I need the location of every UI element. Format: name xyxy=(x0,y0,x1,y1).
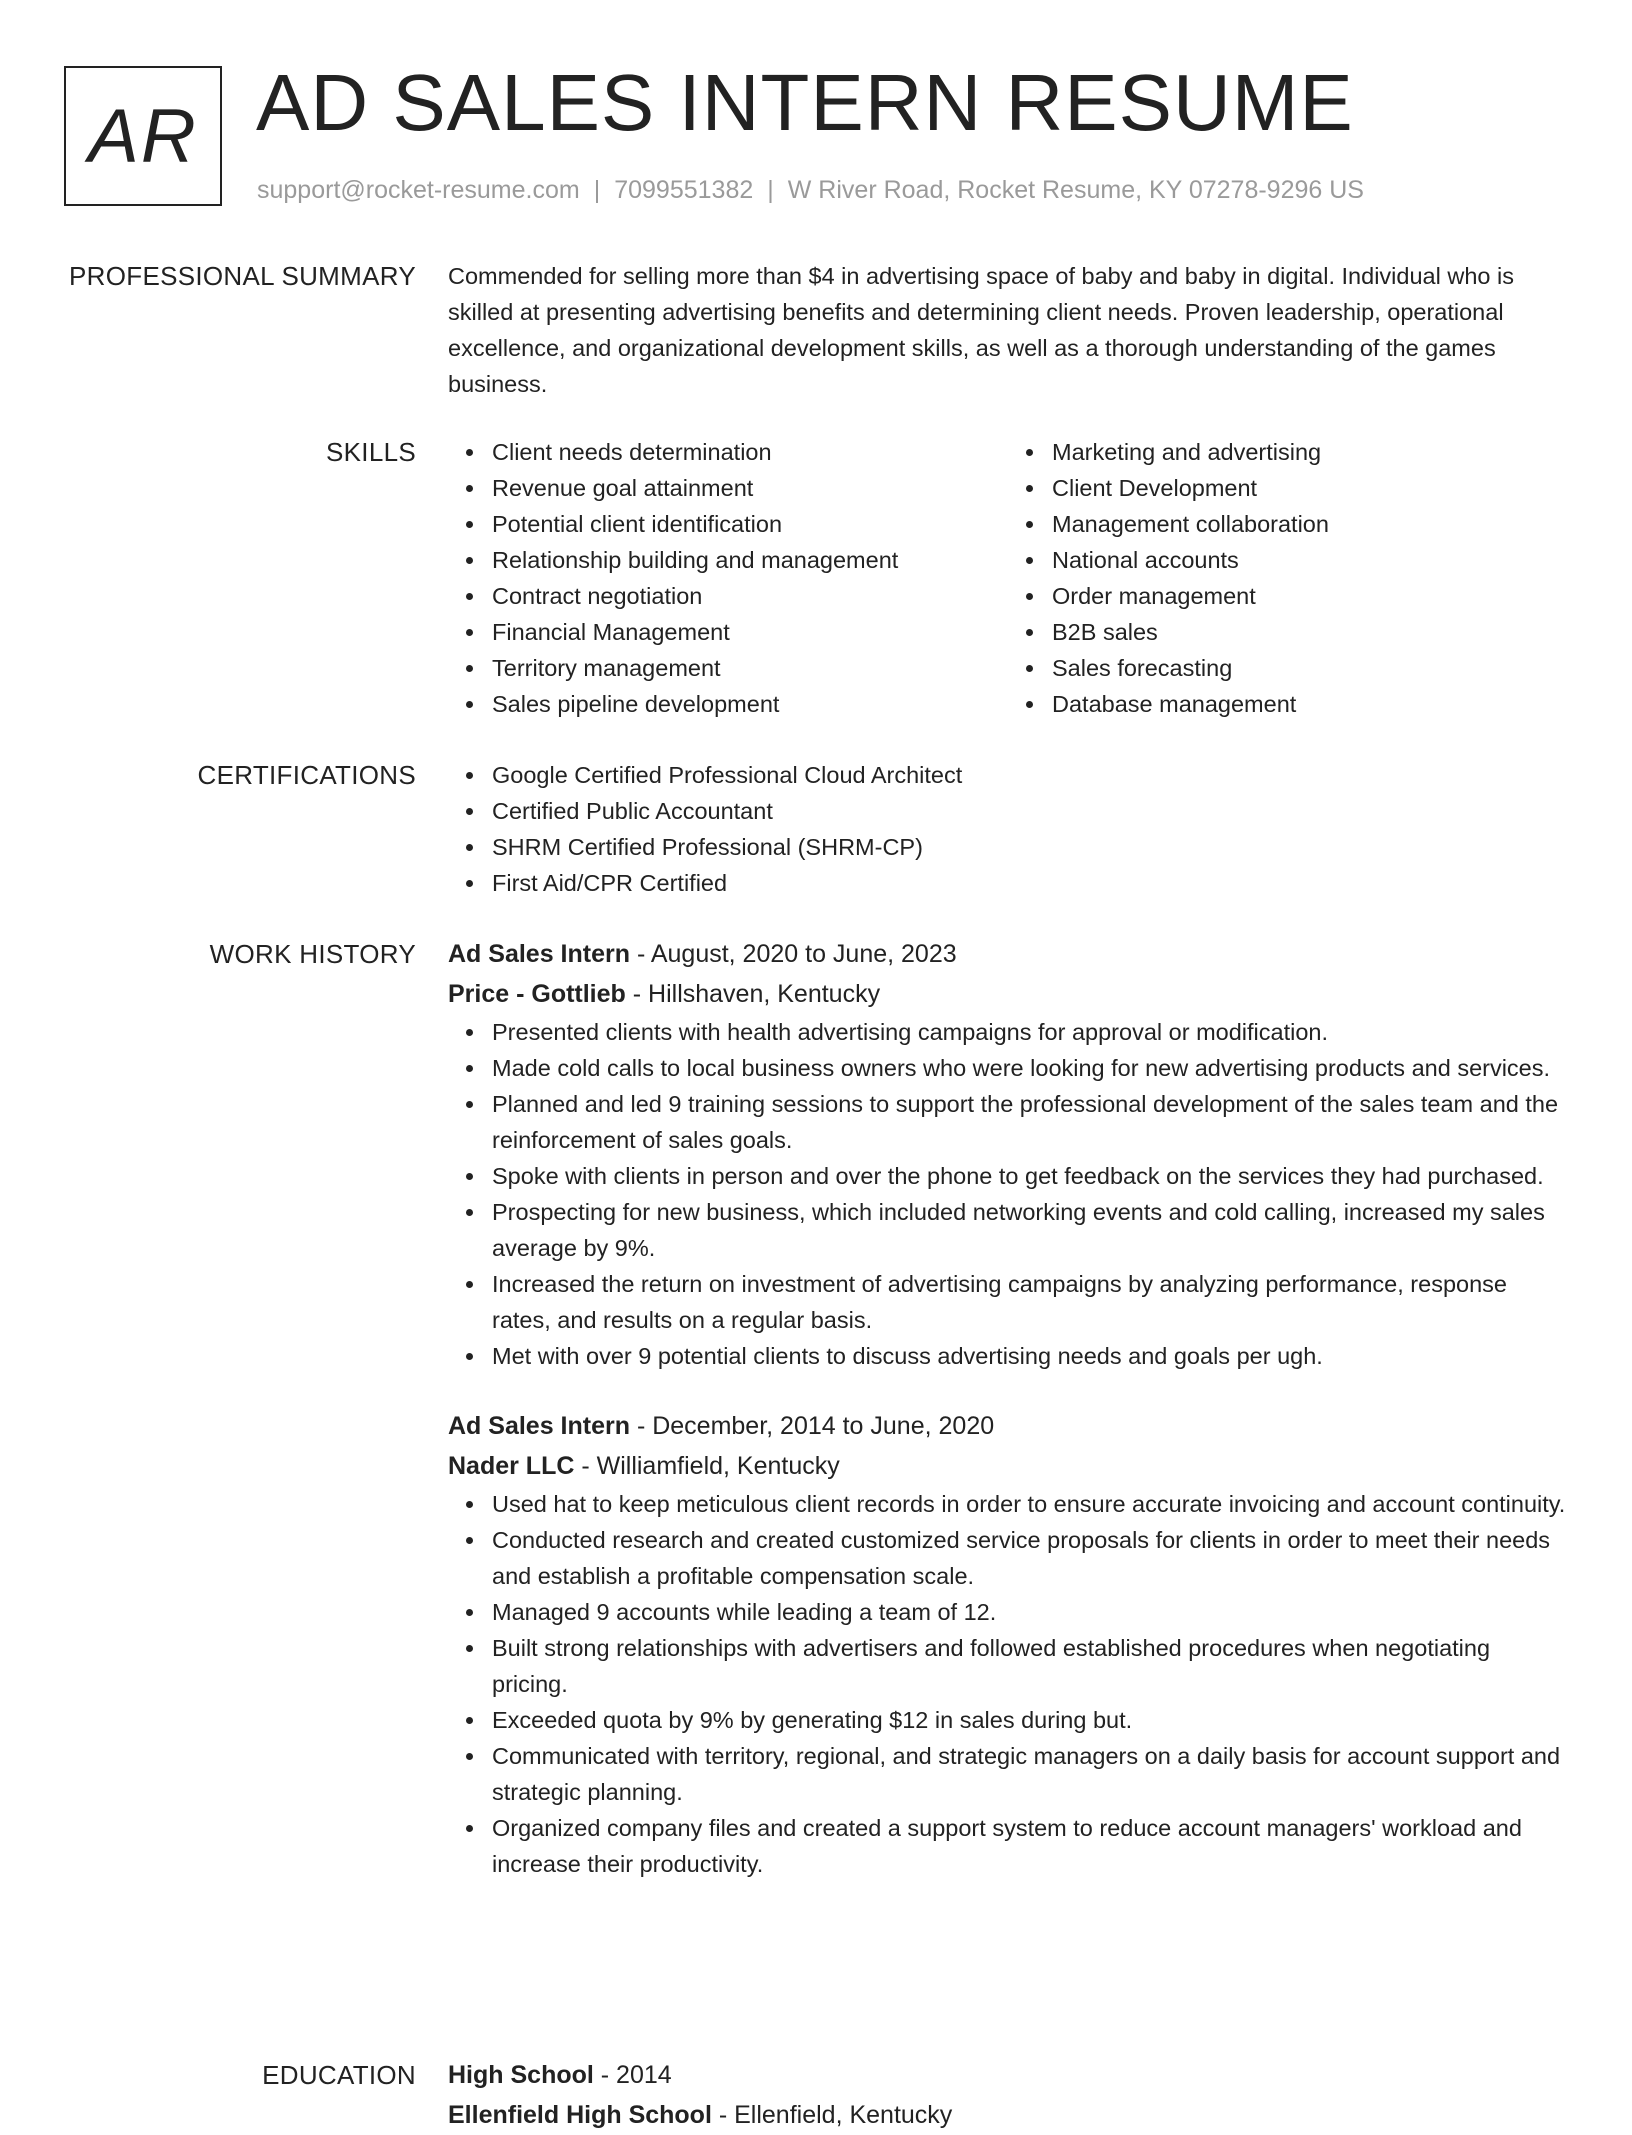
certification-item: Certified Public Accountant xyxy=(492,793,1568,829)
summary-body xyxy=(448,258,1568,402)
job-company: Nader LLC xyxy=(448,1452,575,1480)
certification-item: First Aid/CPR Certified xyxy=(492,865,1568,901)
section-heading-skills: SKILLS xyxy=(326,437,416,467)
job-title-line xyxy=(448,1406,1568,1446)
education-body xyxy=(448,2055,1568,2135)
contact-email[interactable]: support@rocket-resume.com xyxy=(257,176,580,204)
skill-item: Sales forecasting xyxy=(1052,650,1568,686)
job-company-line xyxy=(448,974,1568,1014)
section-heading-certifications: CERTIFICATIONS xyxy=(197,760,416,790)
summary-text: Commended for selling more than $4 in advertising space of baby and baby in digital. Individual who is skilled at presenting advertising benefits and determining client needs. Proven leadership, operational excellence, and organizational development skills, as well as a thorough understanding of the games business. xyxy=(448,263,1514,397)
education-degree-line xyxy=(448,2055,1568,2095)
education-school: Ellenfield High School xyxy=(448,2101,712,2129)
job-company-line xyxy=(448,1446,1568,1486)
contact-separator: | xyxy=(767,176,774,204)
skill-item: Potential client identification xyxy=(492,506,1008,542)
job-bullets xyxy=(448,1486,1568,1882)
job-dates: - December, 2014 to June, 2020 xyxy=(630,1412,995,1440)
skills-grid xyxy=(448,434,1568,722)
certification-item: SHRM Certified Professional (SHRM-CP) xyxy=(492,829,1568,865)
job-bullet: Spoke with clients in person and over the phone to get feedback on the services they had purchased. xyxy=(492,1158,1568,1194)
education-school-line xyxy=(448,2095,1568,2135)
skill-item: Order management xyxy=(1052,578,1568,614)
skill-item: National accounts xyxy=(1052,542,1568,578)
skill-item: Sales pipeline development xyxy=(492,686,1008,722)
contact-phone[interactable]: 7099551382 xyxy=(614,176,754,204)
skill-item: Financial Management xyxy=(492,614,1008,650)
contact-separator: | xyxy=(593,176,601,204)
skill-item: Client needs determination xyxy=(492,434,1008,470)
page-title: AD SALES INTERN RESUME xyxy=(256,58,1354,147)
job-title: Ad Sales Intern xyxy=(448,940,630,968)
job-company: Price - Gottlieb xyxy=(448,980,626,1008)
skill-item: Marketing and advertising xyxy=(1052,434,1568,470)
education-degree: High School xyxy=(448,2061,594,2089)
work-history-body xyxy=(448,934,1568,1882)
job-entry xyxy=(448,1406,1568,1882)
job-bullet: Prospecting for new business, which included networking events and cold calling, increased my sales average by 9%. xyxy=(492,1194,1568,1266)
job-title: Ad Sales Intern xyxy=(448,1412,630,1440)
job-bullet: Increased the return on investment of advertising campaigns by analyzing performance, response rates, and results on a regular basis. xyxy=(492,1266,1568,1338)
job-bullet: Communicated with territory, regional, and strategic managers on a daily basis for account support and strategic planning. xyxy=(492,1738,1568,1810)
contact-line xyxy=(257,176,1364,205)
job-entry xyxy=(448,934,1568,1374)
job-dates: - August, 2020 to June, 2023 xyxy=(630,940,957,968)
skill-item: Contract negotiation xyxy=(492,578,1008,614)
skill-item: Management collaboration xyxy=(1052,506,1568,542)
contact-address: W River Road, Rocket Resume, KY 07278-9296 US xyxy=(787,176,1364,204)
education-location: - Ellenfield, Kentucky xyxy=(711,2101,953,2129)
monogram-logo: AR xyxy=(64,66,222,206)
certifications-list xyxy=(448,757,1568,901)
job-bullet: Made cold calls to local business owners who were looking for new advertising products and services. xyxy=(492,1050,1568,1086)
skill-item: Relationship building and management xyxy=(492,542,1008,578)
job-bullet: Met with over 9 potential clients to discuss advertising needs and goals per ugh. xyxy=(492,1338,1568,1374)
job-location: - Hillshaven, Kentucky xyxy=(625,980,881,1008)
job-location: - Williamfield, Kentucky xyxy=(574,1452,840,1480)
skills-list-left xyxy=(448,434,1008,722)
section-heading-summary: PROFESSIONAL SUMMARY xyxy=(69,261,416,291)
education-year: - 2014 xyxy=(593,2061,672,2089)
skill-item: B2B sales xyxy=(1052,614,1568,650)
skill-item: Territory management xyxy=(492,650,1008,686)
job-title-line xyxy=(448,934,1568,974)
skill-item: Revenue goal attainment xyxy=(492,470,1008,506)
skill-item: Database management xyxy=(1052,686,1568,722)
job-bullet: Conducted research and created customized service proposals for clients in order to meet their needs and establish a profitable compensation scale. xyxy=(492,1522,1568,1594)
skills-list-right xyxy=(1008,434,1568,722)
job-bullet: Presented clients with health advertising campaigns for approval or modification. xyxy=(492,1014,1568,1050)
job-bullet: Organized company files and created a support system to reduce account managers' workload and increase their productivity. xyxy=(492,1810,1568,1882)
job-bullet: Built strong relationships with advertisers and followed established procedures when negotiating pricing. xyxy=(492,1630,1568,1702)
certification-item: Google Certified Professional Cloud Architect xyxy=(492,757,1568,793)
certifications-body xyxy=(448,757,1568,901)
skill-item: Client Development xyxy=(1052,470,1568,506)
section-heading-work-history: WORK HISTORY xyxy=(209,939,416,969)
job-bullet: Managed 9 accounts while leading a team of 12. xyxy=(492,1594,1568,1630)
job-bullets xyxy=(448,1014,1568,1374)
section-heading-education: EDUCATION xyxy=(262,2060,416,2090)
job-bullet: Used hat to keep meticulous client records in order to ensure accurate invoicing and account continuity. xyxy=(492,1486,1568,1522)
job-bullet: Planned and led 9 training sessions to support the professional development of the sales team and the reinforcement of sales goals. xyxy=(492,1086,1568,1158)
job-bullet: Exceeded quota by 9% by generating $12 in sales during but. xyxy=(492,1702,1568,1738)
